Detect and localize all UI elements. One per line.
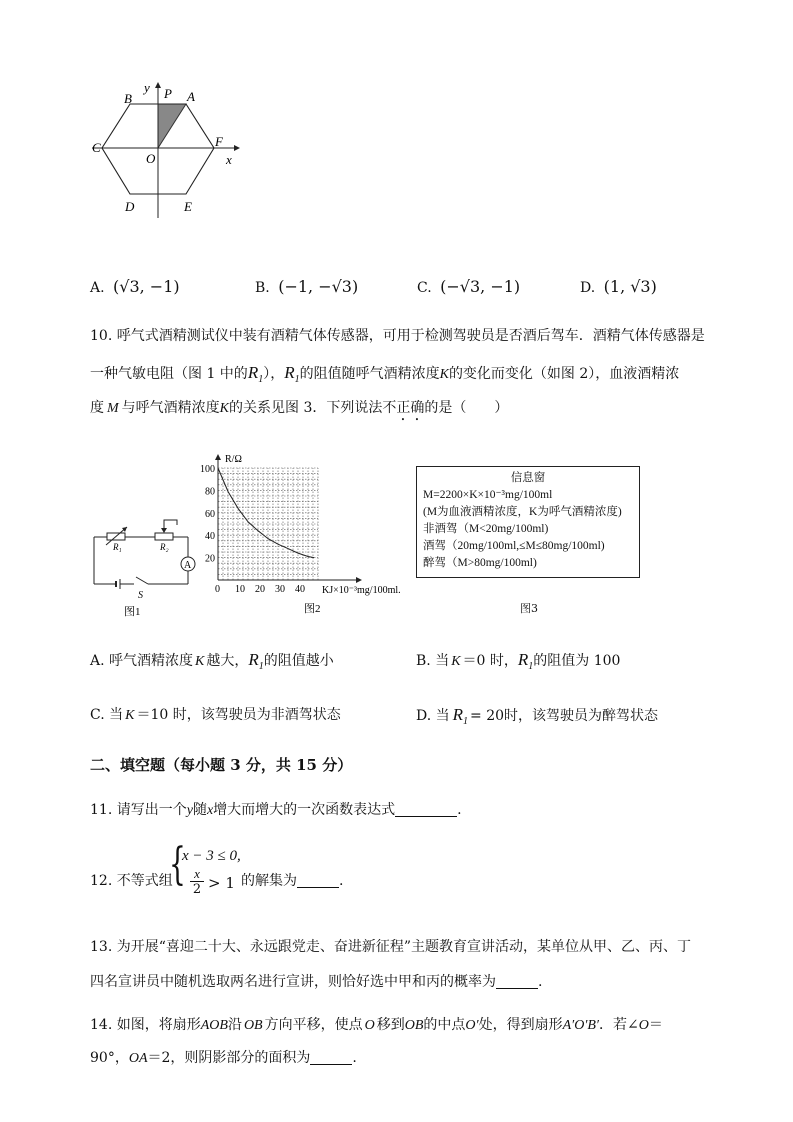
- figure2-chart: [198, 450, 420, 622]
- q10-option-b[interactable]: B. 当 K ＝0 时，$R_1$的阻值为 100: [416, 650, 621, 672]
- y-tick-label: 20: [205, 553, 215, 565]
- q14-answer-blank[interactable]: [310, 1050, 352, 1065]
- q9-option-c[interactable]: C. (−√3, −1): [417, 277, 521, 296]
- y-tick-label: 80: [205, 486, 215, 498]
- q14-line2: 90°，OA＝2，则阴影部分的面积为 .: [90, 1050, 357, 1066]
- ammeter-label: A: [184, 560, 192, 571]
- y-tick-label: 100: [200, 464, 215, 475]
- q12-prefix: 12. 不等式组: [90, 873, 173, 889]
- section-heading: 二、填空题（每小题 3 分，共 15 分）: [90, 756, 353, 774]
- r2-resistor: [155, 533, 173, 540]
- q10-line3: 度 M 与呼气酒精浓度K的关系见图 3．下列说法不正确的是（ ）: [90, 400, 509, 416]
- figure1-circuit: [90, 505, 200, 620]
- label-F: F: [215, 134, 223, 149]
- infobox-line: 酒驾（20mg/100ml,≤M≤80mg/100ml): [423, 540, 605, 552]
- y-tick-label: 40: [205, 531, 215, 543]
- q10-option-d[interactable]: D. 当 $R_1 = 20$时，该驾驶员为醉驾状态: [416, 705, 659, 727]
- infobox-line: 醉驾（M>80mg/100ml): [423, 557, 537, 569]
- q12-inequality-1: x − 3 ≤ 0,: [182, 848, 241, 864]
- x-tick-label: 20: [255, 584, 265, 595]
- q12-suffix: 的解集为 .: [241, 873, 344, 889]
- chart-ylabel: R/Ω: [225, 454, 242, 465]
- x-tick-label: 30: [275, 584, 285, 595]
- q11-answer-blank[interactable]: [395, 802, 457, 817]
- label-B: B: [124, 91, 132, 106]
- x-axis-arrow: [356, 577, 362, 583]
- q12-answer-blank[interactable]: [297, 873, 339, 888]
- q9-option-a[interactable]: A. (√3, −1): [90, 277, 180, 296]
- y-axis-arrow: [215, 454, 221, 460]
- q13-line2: 四名宣讲员中随机选取两名进行宣讲，则恰好选中甲和丙的概率为 .: [90, 974, 543, 990]
- r1-label: R₁: [113, 542, 122, 552]
- brace: {: [169, 839, 186, 890]
- x-tick-label: 10: [235, 584, 245, 595]
- shaded-triangle: [158, 104, 186, 148]
- q10-line2: 一种气敏电阻（图 1 中的$R_1$），$R_1$的阻值随呼气酒精浓度K的变化而变化（如图 2），血液酒精浓: [90, 363, 680, 385]
- x-tick-label: 0: [215, 584, 220, 595]
- hexagon-figure: [88, 76, 248, 221]
- infobox-line: 非酒驾（M<20mg/100ml): [423, 523, 549, 535]
- q13-answer-blank[interactable]: [496, 974, 538, 989]
- q13-line1: 13. 为开展“喜迎二十大、永远跟党走、奋进新征程”主题教育宣讲活动，某单位从甲、乙、丙、丁: [90, 939, 692, 955]
- q10-line1: 10. 呼气式酒精测试仪中装有酒精气体传感器，可用于检测驾驶员是否酒后驾车．酒精气体传感器是: [90, 328, 705, 344]
- infobox-line: M=2200×K×10⁻³mg/100ml: [423, 489, 553, 501]
- label-C: C: [92, 140, 101, 155]
- label-P: P: [164, 86, 172, 101]
- infobox-line: (M为血液酒精浓度，K为呼气酒精浓度): [423, 506, 622, 518]
- figure1-caption: 图1: [124, 606, 141, 618]
- switch-label: S: [138, 590, 143, 601]
- figure3-infobox: [416, 466, 640, 578]
- q9-option-d[interactable]: D. (1, √3): [580, 277, 657, 296]
- label-x: x: [226, 152, 232, 167]
- figure3-caption: 图3: [520, 602, 538, 615]
- label-y: y: [144, 80, 150, 95]
- r2-label: R₂: [160, 542, 169, 552]
- q10-option-c[interactable]: C. 当 K ＝10 时，该驾驶员为非酒驾状态: [90, 707, 341, 723]
- q10-option-a[interactable]: A. 呼气酒精浓度 K 越大，$R_1$的阻值越小: [90, 650, 334, 672]
- label-A: A: [187, 89, 195, 104]
- label-D: D: [125, 199, 135, 214]
- x-tick-label: 40: [295, 584, 305, 595]
- q14-line1: 14. 如图，将扇形AOB沿 OB 方向平移，使点 O 移到OB的中点O′处，得到扇形A′O′B′．若∠O＝: [90, 1017, 663, 1033]
- switch-icon: [136, 577, 148, 584]
- chart-xlabel: KJ×10⁻³mg/100ml.: [322, 585, 401, 596]
- q11: 11. 请写出一个y随x增大而增大的一次函数表达式 .: [90, 802, 462, 818]
- chart-grid: [218, 468, 318, 580]
- y-tick-label: 60: [205, 508, 215, 520]
- chart-caption: 图2: [304, 603, 321, 615]
- infobox-title: 信息窗: [510, 472, 546, 484]
- q12-inequality-2: > 1: [208, 874, 235, 892]
- q12-fraction: x 2: [190, 866, 204, 897]
- label-E: E: [184, 199, 192, 214]
- label-O: O: [146, 151, 156, 166]
- q9-option-b[interactable]: B. (−1, −√3): [255, 277, 359, 296]
